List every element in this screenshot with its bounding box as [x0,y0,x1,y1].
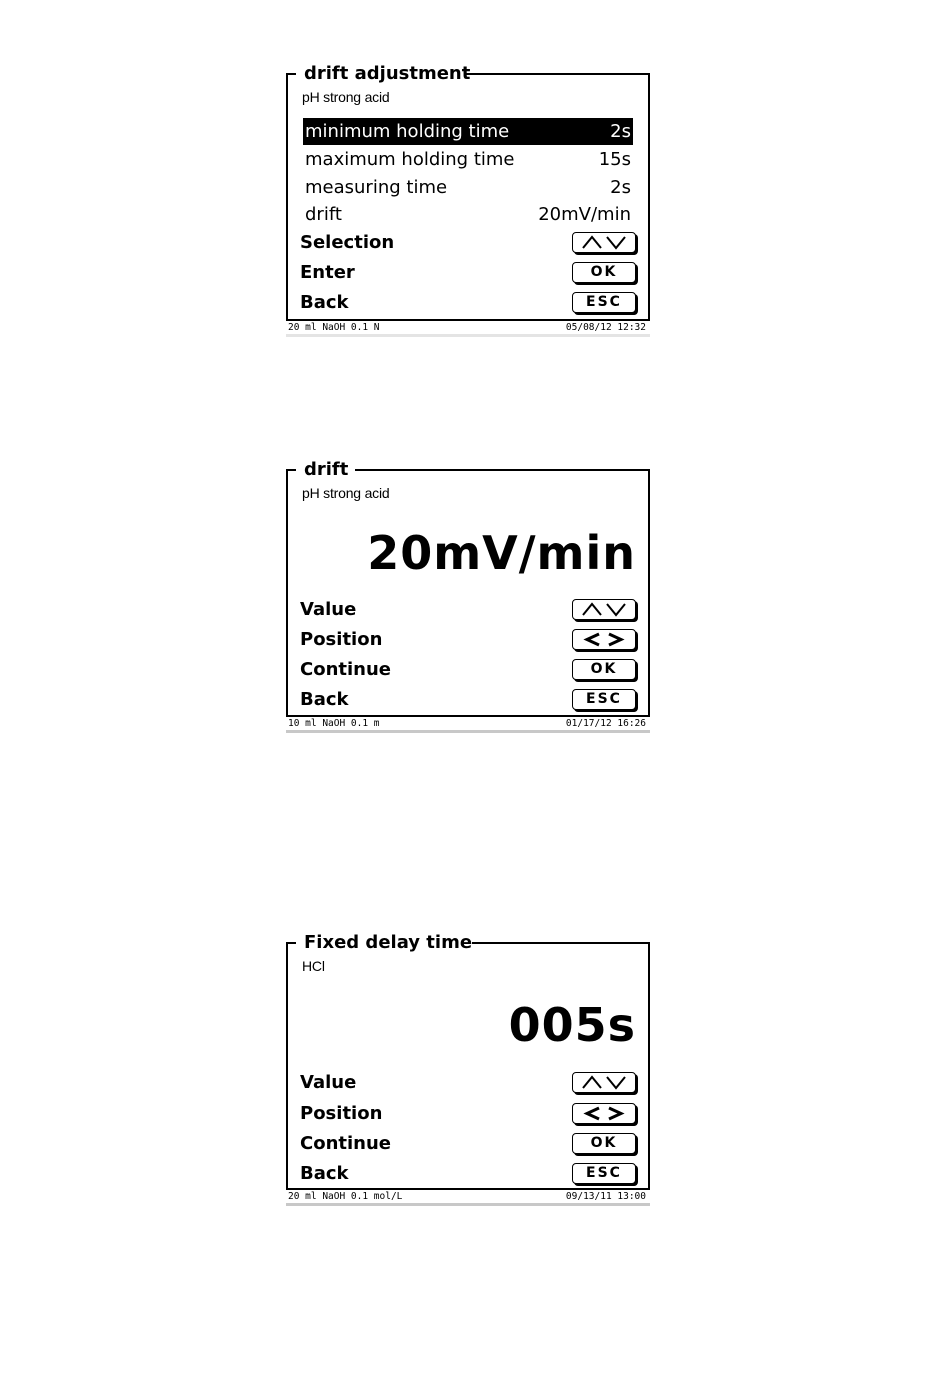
ok-key[interactable]: OK [572,1133,636,1154]
left-right-arrows-icon [579,632,629,647]
back-label: Back [300,689,349,710]
enter-label: Enter [300,262,355,283]
screen-frame [286,459,650,717]
screen-title: Fixed delay time [296,933,479,953]
left-right-key[interactable] [572,1103,636,1124]
screen-subtitle: pH strong acid [302,89,390,105]
reagent-info: 20 ml NaOH 0.1 N [288,322,380,333]
up-down-arrows-icon [579,1075,629,1090]
menu-item-label: drift [305,204,342,225]
value-key-row [300,1069,636,1097]
value-display[interactable]: 005s [508,998,636,1052]
position-key-row [300,1100,636,1128]
value-display[interactable]: 20mV/min [367,526,636,580]
menu-item-drift[interactable] [303,201,633,228]
continue-label: Continue [300,1133,392,1154]
up-down-key[interactable] [572,1072,636,1093]
back-label: Back [300,1163,349,1184]
menu-item-measuring-time[interactable] [303,174,633,201]
esc-key[interactable]: ESC [572,689,636,710]
menu-item-label: measuring time [305,177,448,198]
drift-adjustment-screen [286,63,650,339]
left-right-arrows-icon [579,1106,629,1121]
continue-label: Continue [300,659,392,680]
back-label: Back [300,292,349,313]
screen-subtitle: HCl [302,958,325,974]
menu-item-label: minimum holding time [305,121,510,142]
datetime: 09/13/11 13:00 [565,1191,646,1202]
status-bar [286,1190,650,1206]
position-key-row [300,626,636,654]
status-bar [286,321,650,337]
esc-key[interactable]: ESC [572,292,636,313]
back-key-row [300,686,636,714]
back-key-row [300,289,636,317]
up-down-arrows-icon [579,235,629,250]
value-label: Value [300,599,357,620]
screen-title: drift [296,460,355,480]
screen-title: drift adjustment [296,64,477,84]
reagent-info: 20 ml NaOH 0.1 mol/L [288,1191,403,1202]
menu-item-label: maximum holding time [305,149,515,170]
value-key-row [300,596,636,624]
left-right-key[interactable] [572,629,636,650]
status-bar [286,717,650,733]
datetime: 01/17/12 16:26 [565,718,646,729]
selection-key-row [300,229,636,257]
fixed-delay-time-screen [286,932,650,1210]
drift-entry-screen [286,459,650,737]
menu-item-value: 15s [598,149,631,170]
esc-key[interactable]: ESC [572,1163,636,1184]
screen-frame [286,932,650,1190]
ok-key[interactable]: OK [572,659,636,680]
continue-key-row [300,656,636,684]
position-label: Position [300,629,383,650]
menu-item-value: 2s [610,177,631,198]
screen-subtitle: pH strong acid [302,485,390,501]
position-label: Position [300,1103,383,1124]
up-down-key[interactable] [572,599,636,620]
enter-key-row [300,259,636,287]
up-down-arrows-icon [579,602,629,617]
selection-label: Selection [300,232,395,253]
screen-frame [286,63,650,321]
back-key-row [300,1160,636,1188]
menu-item-value: 20mV/min [538,204,631,225]
up-down-key[interactable] [572,232,636,253]
menu-item-value: 2s [610,121,631,142]
reagent-info: 10 ml NaOH 0.1 m [288,718,380,729]
value-label: Value [300,1072,357,1093]
datetime: 05/08/12 12:32 [565,322,646,333]
ok-key[interactable]: OK [572,262,636,283]
menu-item-minimum-holding-time[interactable] [303,118,633,145]
continue-key-row [300,1130,636,1158]
menu-item-maximum-holding-time[interactable] [303,146,633,173]
